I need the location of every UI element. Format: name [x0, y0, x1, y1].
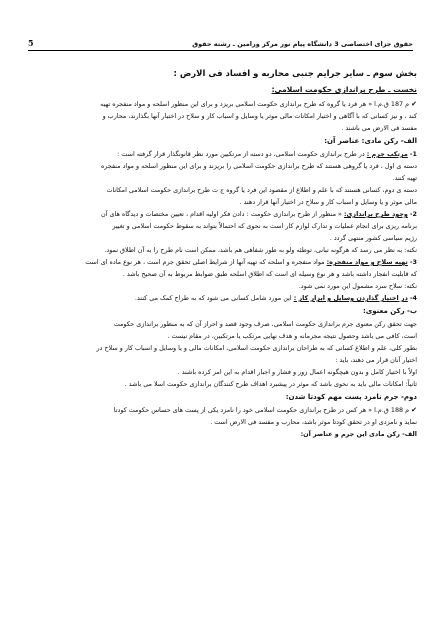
- item-1-line-3: تهیه کنند.: [392, 174, 417, 182]
- item-4-label: در اختیار گذاردن وسایل و ابزار کار :: [293, 294, 408, 302]
- check-icon: ✔: [411, 406, 417, 414]
- item-1-line-5: مالی موثر و یا وسایل و اسباب کار و سلاح در اختیار آنها قرار دهند .: [239, 198, 417, 206]
- item-2-line-3: رژیم سیاسی کشور منتهی گردد .: [329, 234, 417, 242]
- item-2-line-2: برنامه ریزی برای انجام عملیات و تدارک لوازم کار است به نحوی که احتمالاً بتواند به سقوط حکومت اسلامی و تغییر: [112, 222, 417, 230]
- item-1-line-1: [24, 148, 417, 160]
- item-2-label: وجود طرح براندازی:: [343, 210, 408, 218]
- material-element-heading: الف- رکن مادی: عناصر آن:: [324, 137, 417, 145]
- item-3-label: تهیه سلاح و مواد منفجره:: [326, 258, 408, 266]
- second-heading: دوم- جرم نامزد پست مهم کودتا شدن:: [285, 393, 417, 401]
- item-1-label: مرتکب جرم :: [366, 150, 408, 158]
- document-body: [24, 66, 417, 440]
- item-4-number: 4-: [409, 294, 417, 302]
- header-title: حقوق جزای اختصاصی 3 دانشگاه پیام نور مرکز ورامین ـ رشته حقوق: [192, 40, 413, 48]
- item-1-number: 1-: [409, 150, 417, 158]
- article-187-line-1: [24, 98, 417, 110]
- item-3-number: 3-: [409, 258, 417, 266]
- subsection-title: نخست ـ طرح براندازی حکومت اسلامی:: [271, 85, 417, 94]
- item-4-line-1: [24, 292, 417, 304]
- page-number: 5: [28, 38, 34, 48]
- item-2-line-1: [24, 208, 417, 220]
- item-1-line-2: دسته ی اول ، فرد یا گروهی هستند که طرح براندازی حکومت اسلامی را بریزند و برای این منظور اسلحه و مواد منفجره: [100, 162, 417, 170]
- check-icon: ✔: [411, 100, 417, 108]
- item-1-line-4: دسته ی دوم، کسانی هستند که با علم و اطلاع از مقصود این فرد یا گروه ج ت طرح براندازی حکومت اسلامی امکانات: [106, 186, 417, 194]
- mental-line-1: جهت تحقق رکن معنوی جرم براندازی حکومت اسلامی، صرف وجود قصد و احراز آن که به منظور براندازی حکومت: [113, 320, 417, 328]
- article-188-text-1: م 188 ق.م.ا « هر کس در طرح براندازی حکومت اسلامی خود را نامزد یکی از پست های حساس حکومت کودتا: [113, 406, 410, 414]
- article-188-line-1: [24, 404, 417, 416]
- mental-line-3: بطور کلی، علم و اطلاع کسانی که به طراحان براندازی حکومت اسلامی، امکانات مالی و یا وسایل و اسباب کار و سلاح در: [96, 344, 417, 352]
- item-4-text: این مورد شامل کسانی می شود که به طراح کمک می کنند.: [134, 294, 292, 302]
- item-3-line-2: که قابلیت انفجار داشته باشد و هر نوع وسیله ای است که اطلاق اسلحه طبق ضوابط مربوط به آن صحیح باشد .: [122, 270, 417, 278]
- mental-element-heading: ب- رکن معنوی:: [363, 307, 417, 315]
- item-2-text-1: « منظور از طرح براندازی حکومت : دادن فکر اولیه اقدام ، تعیین مختصات و دیدگاه های آن: [101, 210, 342, 218]
- item-1-text-1: در طرح براندازی حکومت اسلامی، دو دسته از مرتکبین مورد نظر قانونگذار قرار گرفته است :: [117, 150, 365, 158]
- note-2: نکته: سلاح سرد مشمول این مورد نمی شود.: [298, 282, 417, 290]
- item-3-text-1: مواد منفجره و اسلحه که تهیه آنها از شرایط اصلی تحقق جرم است ، هر نوع ماده ای است: [85, 258, 325, 266]
- article-187-text-1: م 187 ق.م.ا « هر فرد یا گروه که طرح براندازی حکومت اسلامی بریزد و برای این منظور اسلحه و مواد منفجره تهیه: [100, 100, 410, 108]
- item-2-number: 2-: [409, 210, 417, 218]
- mental-line-4: اختیار آنان قرار می دهند، باید :: [335, 356, 417, 364]
- note-1: نکته: به نظر می رسد که هرگونه تبانی، توطئه ولو به طور شفاهی هم باشد، ممکن است نام طرح را به آن اطلاق نمود.: [104, 246, 417, 254]
- article-188-line-2: نماید و نامزدی او در تحقق کودتا موثر باشد، محارب و مفسد فی الارض است .: [210, 418, 417, 426]
- section-title: بخش سوم ـ سایر جرایم جنبی محاربه و افساد فی الارض :: [173, 69, 417, 79]
- article-187-line-2: کند ، و نیز کسانی که با آگاهی و اختیار امکانات مالی موثر یا وسایل و اسباب کار و سلاح در اختیار آنها بگذارند، محارب و: [102, 112, 417, 120]
- mental-line-2: است، کافی می باشد وحصول نتیجه مجرمانه و هدف نهایی مرتکب یا مرتکبین، در مقام نیست .: [167, 332, 417, 340]
- item-3-line-1: [24, 256, 417, 268]
- article-187-line-3: مفسد فی الارض می باشند .: [341, 124, 417, 132]
- condition-line-2: ثانیاً: امکانات مالی باید به نحوی باشد که موثر در پیشبرد اهداف طرح کنندگان براندازی حکومت اسلا می باشد .: [124, 380, 417, 388]
- article-188-line-3: الف- رکن مادی این جرم و عناصر آن:: [300, 430, 417, 438]
- page-header: [28, 30, 413, 51]
- condition-line-1: اولاً با اختیار کامل و بدون هیچگونه اعمال زور و فشار و اجبار اقدام به این امر کرده باشند .: [177, 368, 417, 376]
